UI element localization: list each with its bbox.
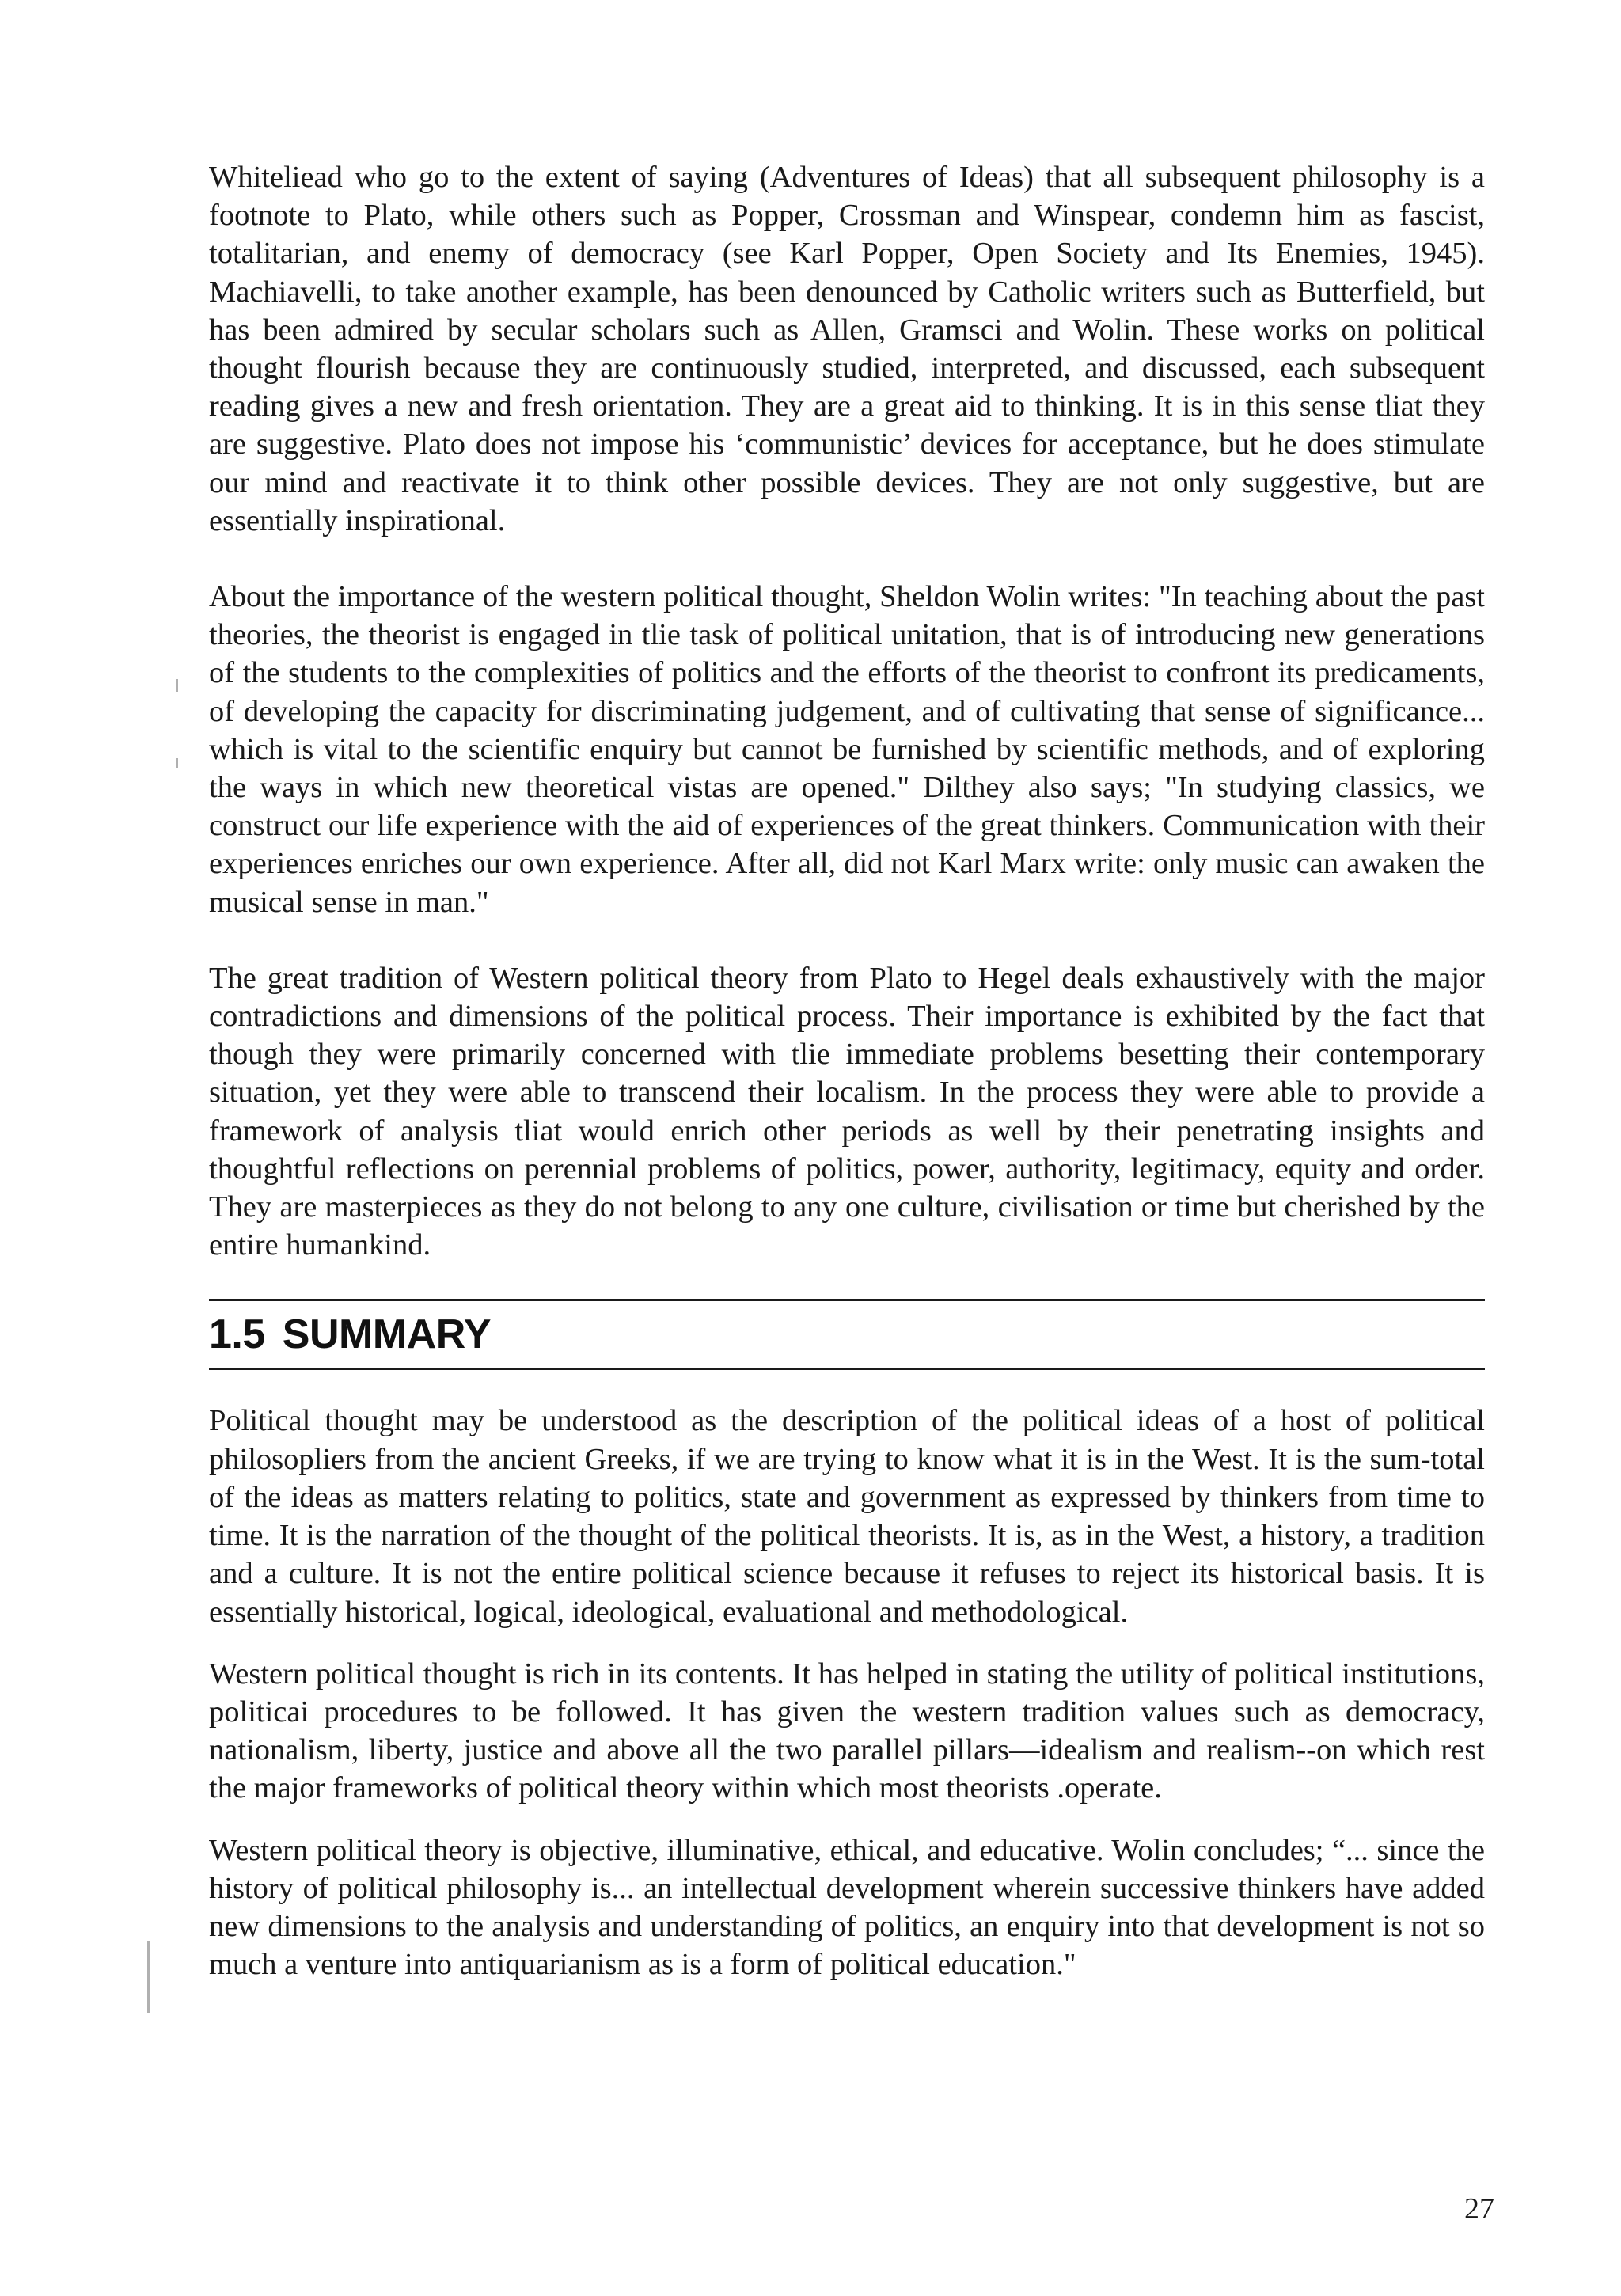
body-paragraph: The great tradition of Western political theory from Plato to Hegel deals exhaustively with the major contradictions and dimensions of the political process. Their importance is exhibited by the fact that though they were primarily concerned with tlie immediate problems besetting their contemporary situation, yet they were able to transcend their localism. In the process they were able to provide a framework of analysis tliat would enrich other periods as well by their penetrating insights and thoughtful reflections on perennial problems of politics, power, authority, legitimacy, equity and order. They are masterpieces as they do not belong to any one culture, civilisation or time but cherished by the entire humankind. xyxy=(209,961,1485,1262)
body-paragraph: Whiteliead who go to the extent of saying (Adventures of Ideas) that all subsequent philosophy is a footnote to Plato, while others such as Popper, Crossman and Winspear, condemn him as fascist, totalitarian, and enemy of democracy (see Karl Popper, Open Society and Its Enemies, 1945). Machiavelli, to take another example, has been denounced by Catholic writers such as Butterfield, but has been admired by secular scholars such as Allen, Gramsci and Wolin. These works on political thought flourish because they are continuously studied, interpreted, and discussed, each subsequent reading gives a new and fresh orientation. They are a great aid to thinking. It is in this sense tliat they are suggestive. Plato does not impose his ‘communistic’ devices for acceptance, but he does stimulate our mind and reactivate it to think other possible devices. They are not only suggestive, but are essentially inspirational. xyxy=(209,161,1485,537)
section-rule-top xyxy=(209,1299,1485,1301)
section-heading xyxy=(209,1299,1485,1370)
page-content xyxy=(209,158,1485,1983)
section-title xyxy=(209,1304,1485,1364)
section-rule-bottom xyxy=(209,1368,1485,1370)
scan-margin-mark xyxy=(147,1941,150,2013)
scan-margin-mark xyxy=(176,679,178,692)
summary-paragraph: Political thought may be understood as the description of the political ideas of a host of political philosopliers from the ancient Greeks, if we are trying to know what it is in the West. It is the sum-total of the ideas as matters relating to politics, state and government as expressed by thinkers from time to time. It is the narration of the thought of the political theorists. It is, as in the West, a history, a tradition and a culture. It is not the entire political science because it refuses to reject its historical basis. It is essentially historical, logical, ideological, evaluational and methodological. xyxy=(209,1404,1485,1629)
summary-paragraph: Western political thought is rich in its contents. It has helped in stating the utility of political institutions, politicai procedures to be followed. It has given the western tradition values such as democracy, nationalism, liberty, justice and above all the two parallel pillars—idealism and realism--on which rest the major frameworks of political theory within which most theorists .operate. xyxy=(209,1657,1485,1805)
page-number: 27 xyxy=(1464,2192,1494,2226)
section-number: 1.5 xyxy=(209,1311,265,1358)
section-title-text: SUMMARY xyxy=(282,1311,492,1358)
summary-paragraph: Western political theory is objective, illuminative, ethical, and educative. Wolin concludes; “... since the history of political philosophy is... an intellectual development wherein successive thinkers have added new dimensions to the analysis and understanding of politics, an enquiry into that development is not so much a venture into antiquarianism as is a form of political education." xyxy=(209,1833,1485,1982)
body-paragraph: About the importance of the western political thought, Sheldon Wolin writes: "In teaching about the past theories, the theorist is engaged in tlie task of political unitation, that is of introducing new generations of the students to the complexities of politics and the efforts of the theorist to confront its predicaments, of developing the capacity for discriminating judgement, and of cultivating that sense of significance... which is vital to the scientific enquiry but cannot be furnished by scientific methods, and of exploring the ways in which new theoretical vistas are opened." Dilthey also says; "In studying classics, we construct our life experience with the aid of experiences of the great thinkers. Communication with their experiences enriches our own experience. After all, did not Karl Marx write: only music can awaken the musical sense in man." xyxy=(209,580,1485,919)
scan-margin-mark xyxy=(176,758,178,768)
